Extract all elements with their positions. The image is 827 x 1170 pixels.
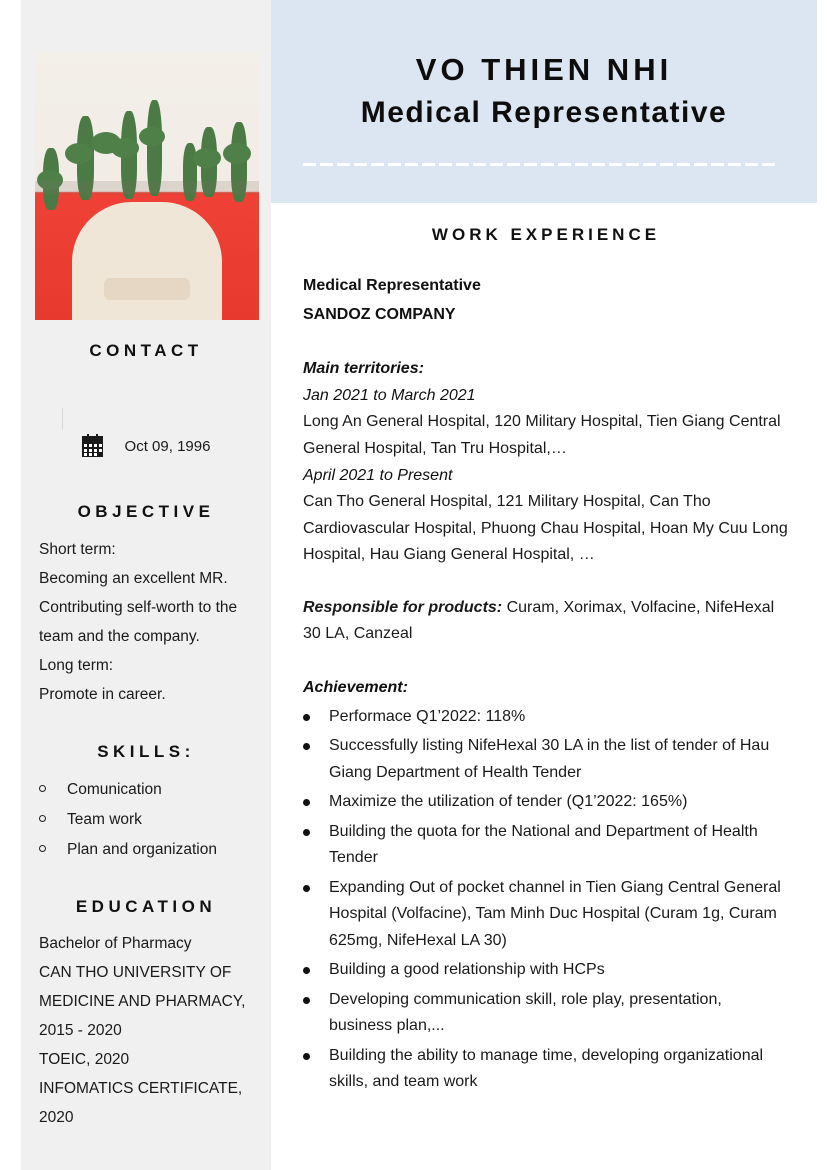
achievement-text: Maximize the utilization of tender (Q1’2022: 165%) bbox=[329, 793, 688, 810]
dot-bullet-icon bbox=[303, 829, 310, 836]
work-experience-section bbox=[303, 225, 789, 1096]
circle-bullet-icon bbox=[39, 815, 46, 822]
education-degree: Bachelor of Pharmacy bbox=[39, 935, 192, 952]
skill-label: Plan and organization bbox=[67, 841, 217, 858]
company-name: SANDOZ COMPANY bbox=[303, 306, 456, 323]
dashed-divider bbox=[303, 163, 775, 166]
list-item bbox=[303, 789, 789, 816]
list-item bbox=[39, 775, 259, 804]
dot-bullet-icon bbox=[303, 1053, 310, 1060]
objective-short-line-1: Becoming an excellent MR. bbox=[39, 570, 228, 587]
job-title: Medical Representative bbox=[303, 277, 481, 294]
list-item bbox=[303, 875, 789, 955]
dot-bullet-icon bbox=[303, 743, 310, 750]
education-cert-informatics: INFOMATICS CERTIFICATE, 2020 bbox=[39, 1080, 243, 1126]
dot-bullet-icon bbox=[303, 799, 310, 806]
education-cert-toeic: TOEIC, 2020 bbox=[39, 1051, 130, 1068]
objective-long-line-1: Promote in career. bbox=[39, 686, 166, 703]
products-line bbox=[303, 595, 789, 648]
list-item bbox=[303, 987, 789, 1040]
skills-heading: SKILLS: bbox=[97, 742, 195, 761]
achievement-text: Expanding Out of pocket channel in Tien Giang Central General Hospital (Volfacine), Tam Minh Duc Hospital (Curam 1g, Curam 625mg, NifeHexal LA 30) bbox=[329, 878, 781, 949]
circle-bullet-icon bbox=[39, 785, 46, 792]
achievement-list bbox=[303, 704, 789, 1096]
territories-period-1: Jan 2021 to March 2021 bbox=[303, 387, 476, 404]
work-experience-heading: WORK EXPERIENCE bbox=[431, 225, 661, 244]
education-content bbox=[39, 929, 263, 1132]
list-item bbox=[303, 819, 789, 872]
list-item bbox=[303, 704, 789, 731]
dot-bullet-icon bbox=[303, 997, 310, 1004]
dot-bullet-icon bbox=[303, 714, 310, 721]
contact-birthdate-row bbox=[21, 436, 271, 457]
objective-short-line-2: Contributing self-worth to the team and the company. bbox=[39, 599, 238, 645]
achievement-text: Performace Q1’2022: 118% bbox=[329, 707, 526, 725]
dot-bullet-icon bbox=[303, 967, 310, 974]
education-heading: EDUCATION bbox=[75, 897, 217, 916]
skill-label: Comunication bbox=[67, 781, 162, 798]
list-item bbox=[303, 1043, 789, 1096]
dot-bullet-icon bbox=[303, 885, 310, 892]
products-label: Responsible for products: bbox=[303, 598, 503, 616]
list-item bbox=[39, 835, 259, 864]
territories-label: Main territories: bbox=[303, 360, 424, 377]
skills-list bbox=[39, 775, 259, 865]
territories-text-1: Long An General Hospital, 120 Military Hospital, Tien Giang Central General Hospital, Tan Tru Hospital,… bbox=[303, 413, 781, 457]
education-school: CAN THO UNIVERSITY OF MEDICINE AND PHARMACY, 2015 - 2020 bbox=[39, 964, 246, 1039]
decorative-tick bbox=[62, 408, 63, 430]
territories-period-2: April 2021 to Present bbox=[303, 467, 453, 484]
objective-content bbox=[39, 535, 259, 709]
skill-label: Team work bbox=[67, 811, 142, 828]
achievement-text: Successfully listing NifeHexal 30 LA in the list of tender of Hau Giang Department of Health Tender bbox=[329, 737, 770, 781]
objective-heading: OBJECTIVE bbox=[77, 502, 215, 521]
objective-short-label: Short term: bbox=[39, 541, 116, 558]
sidebar bbox=[21, 0, 271, 1170]
circle-bullet-icon bbox=[39, 845, 46, 852]
achievement-text: Building the ability to manage time, developing organizational skills, and team work bbox=[329, 1046, 764, 1090]
contact-heading: CONTACT bbox=[89, 341, 203, 360]
achievement-text: Developing communication skill, role play, presentation, business plan,... bbox=[329, 990, 722, 1034]
products-value: Curam, Xorimax, Volfacine, NifeHexal 30 LA, Canzeal bbox=[303, 598, 775, 642]
calendar-icon bbox=[82, 436, 103, 457]
page-subtitle: Medical Representative bbox=[360, 96, 728, 129]
achievement-text: Building a good relationship with HCPs bbox=[329, 961, 605, 978]
profile-photo bbox=[35, 52, 259, 320]
list-item bbox=[39, 805, 259, 834]
header-band bbox=[271, 0, 817, 203]
territories-text-2: Can Tho General Hospital, 121 Military Hospital, Can Tho Cardiovascular Hospital, Phuong Chau Hospital, Hoan My Cuu Long Hospital, Hau Giang General Hospital, … bbox=[303, 493, 788, 563]
objective-long-label: Long term: bbox=[39, 657, 114, 674]
birthdate-value: Oct 09, 1996 bbox=[124, 438, 211, 455]
achievement-text: Building the quota for the National and Department of Health Tender bbox=[329, 822, 758, 866]
list-item bbox=[303, 957, 789, 984]
list-item bbox=[303, 733, 789, 786]
page-title: VO THIEN NHI bbox=[415, 52, 673, 87]
achievement-label: Achievement: bbox=[303, 678, 408, 696]
